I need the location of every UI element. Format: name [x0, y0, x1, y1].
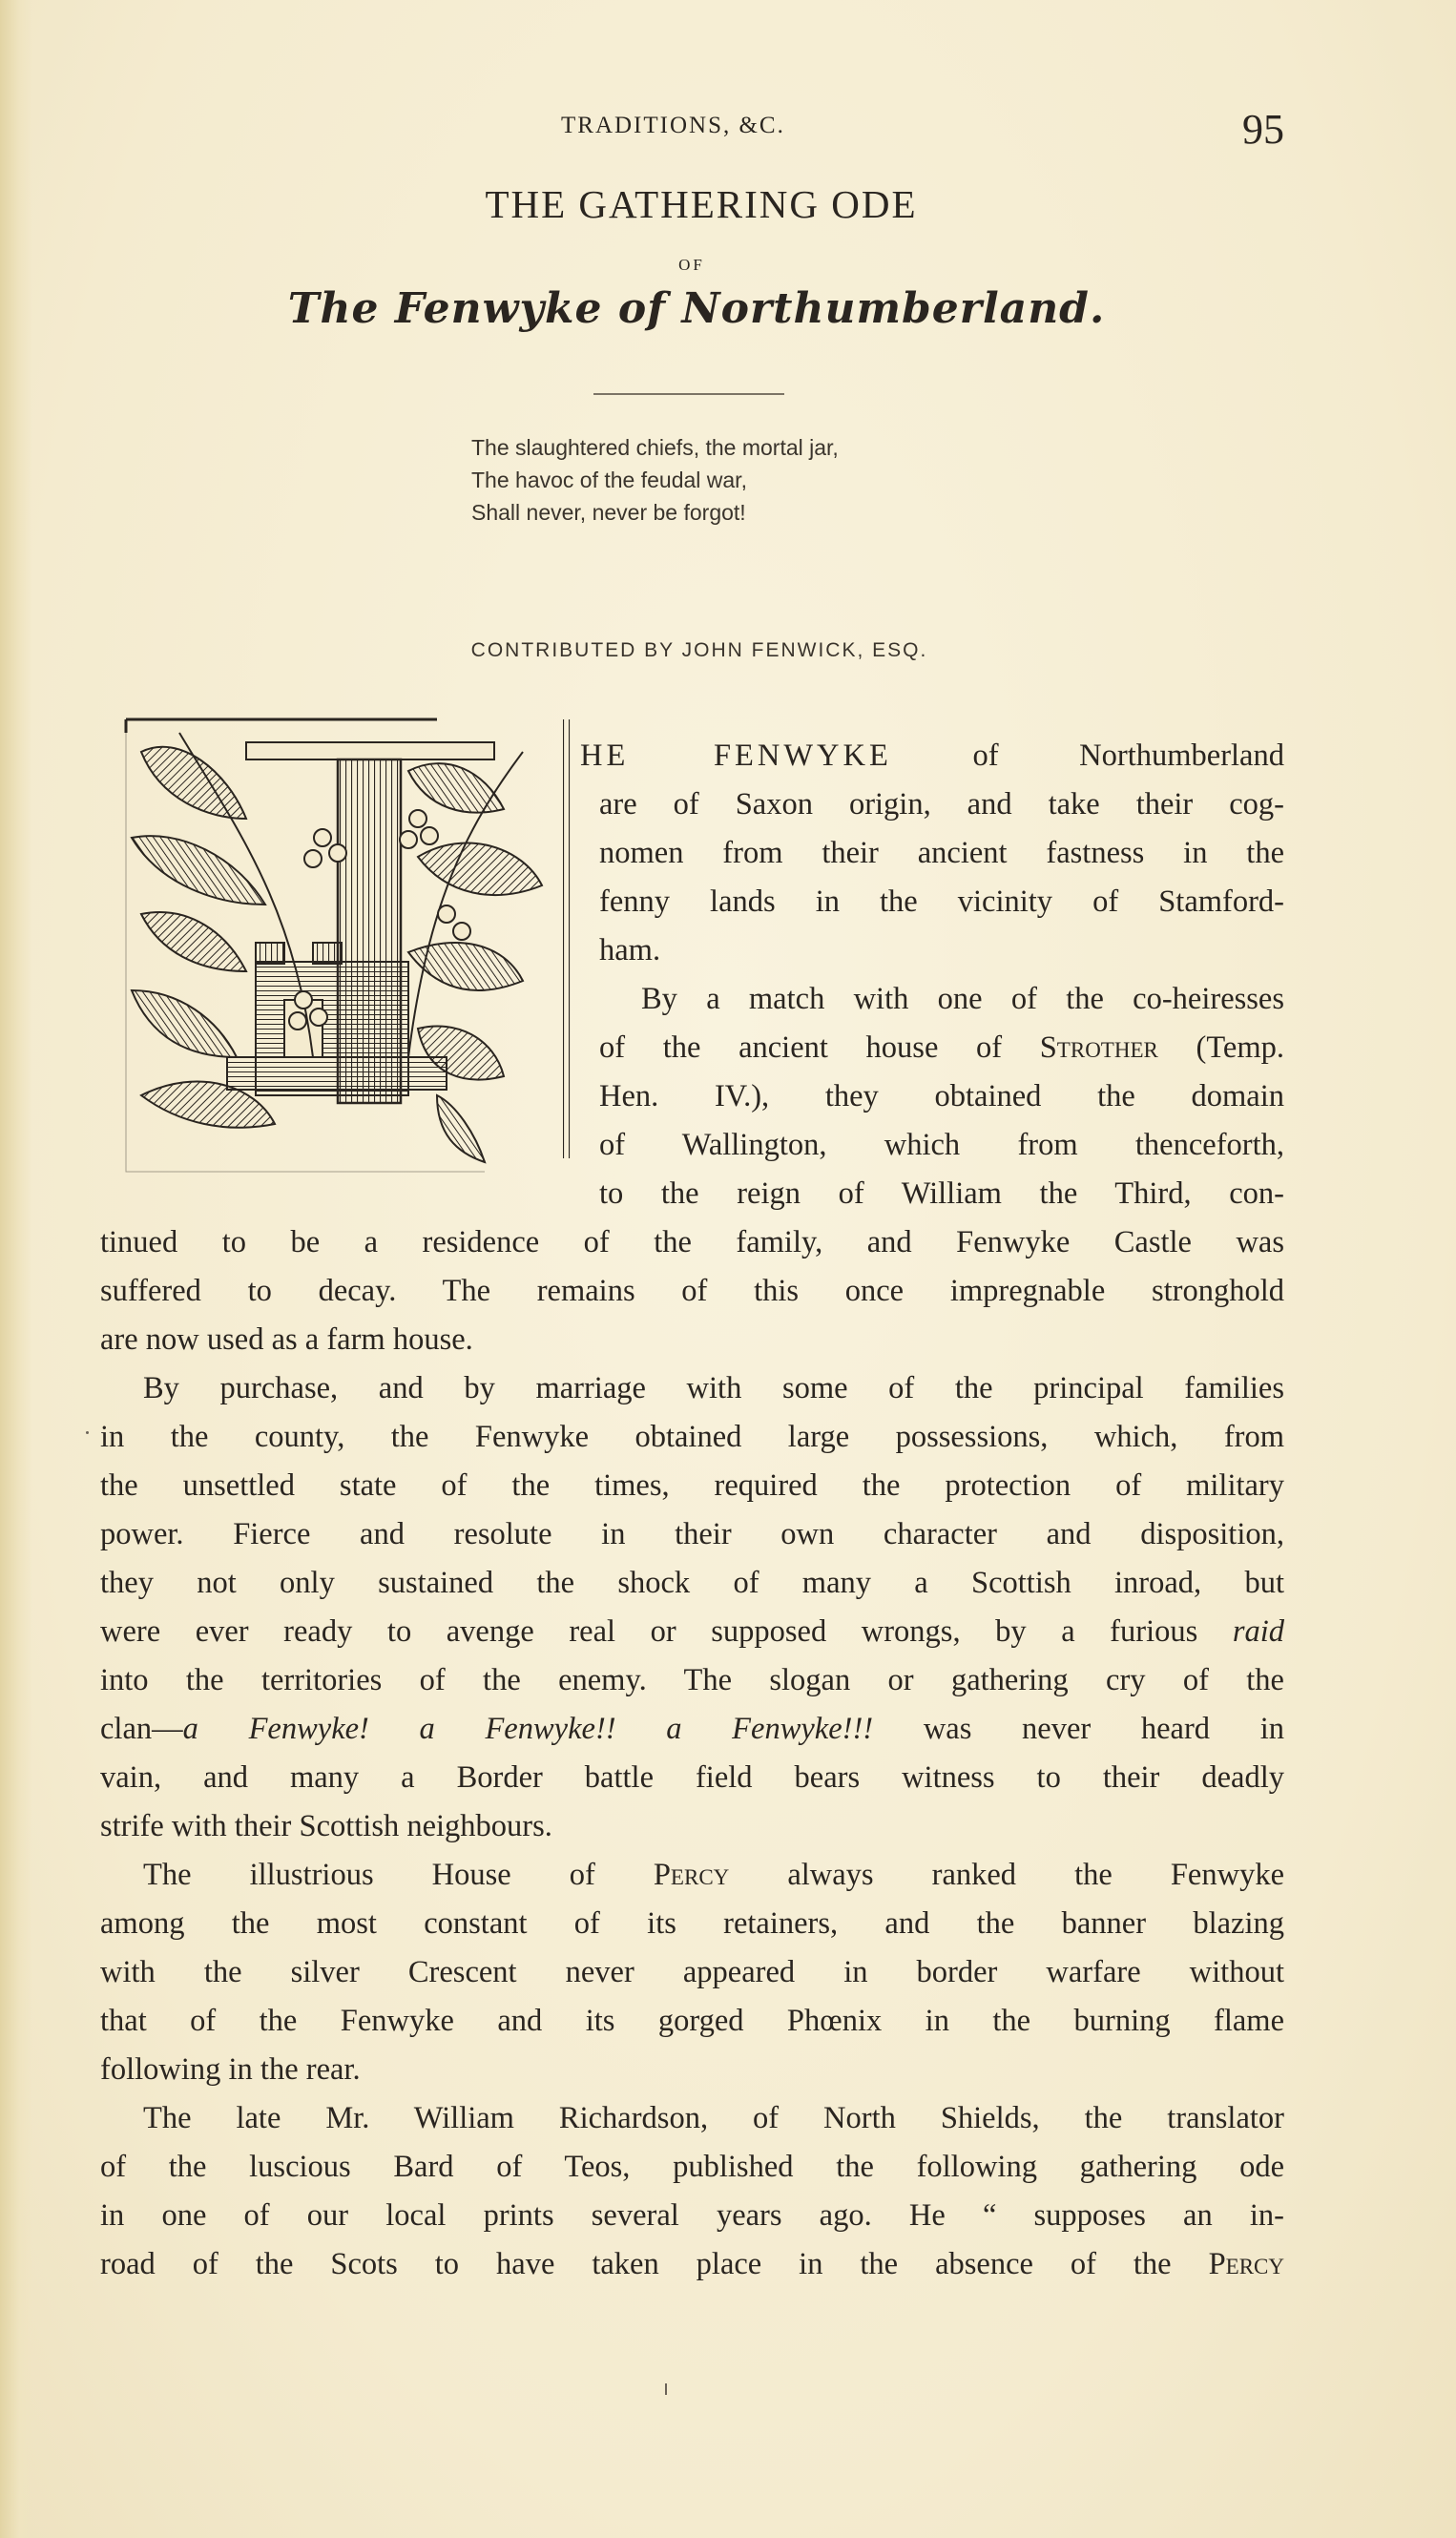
ode-title: THE GATHERING ODE: [485, 182, 918, 226]
body-line: Hen. IV.), they obtained the domain: [599, 1079, 1284, 1113]
body-line: in the county, the Fenwyke obtained large possessions, which, from: [100, 1420, 1284, 1454]
body-line: [100, 2240, 1284, 2288]
body-line: The late Mr. William Richardson, of North Shields, the translator: [143, 2101, 1284, 2135]
body-line: [580, 732, 1284, 780]
body-line: are of Saxon origin, and take their cog-: [599, 787, 1284, 822]
body-text-run: were ever ready to avenge real or supposed wrongs, by a furious: [100, 1614, 1233, 1649]
body-line: among the most constant of its retainers, and the banner blazing: [100, 1906, 1284, 1941]
print-speck: [665, 2383, 667, 2395]
running-title: TRADITIONS, &C.: [561, 113, 785, 138]
body-text-run: always ranked the Fenwyke: [729, 1858, 1284, 1892]
body-line: [100, 1608, 1284, 1655]
body-line: ham.: [599, 933, 661, 967]
body-line: the unsettled state of the times, required the protection of military: [100, 1468, 1284, 1503]
running-header: [0, 105, 1456, 162]
opening-caps: HE FENWYKE: [580, 739, 892, 773]
body-line: they not only sustained the shock of many a Scottish inroad, but: [100, 1566, 1284, 1600]
body-line: By purchase, and by marriage with some of the principal families: [143, 1371, 1284, 1405]
body-line: tinued to be a residence of the family, and Fenwyke Castle was: [100, 1225, 1284, 1259]
slogan-italic: a Fenwyke! a Fenwyke!! a Fenwyke!!!: [182, 1712, 874, 1746]
body-line: [100, 1705, 1284, 1753]
body-line: By a match with one of the co-heiresses: [641, 982, 1284, 1016]
body-line: to the reign of William the Third, con-: [599, 1176, 1284, 1211]
body-text-run: was never heard in: [873, 1712, 1284, 1746]
epigraph-line: The slaughtered chiefs, the mortal jar,: [471, 435, 839, 460]
body-text-run: of the ancient house of: [599, 1030, 1040, 1065]
body-line: following in the rear.: [100, 2052, 361, 2087]
body-text-run: of Northumberland: [891, 739, 1284, 773]
page-number: 95: [1242, 106, 1284, 153]
body-text-run: clan—: [100, 1712, 183, 1746]
body-line: with the silver Crescent never appeared in border warfare without: [100, 1955, 1284, 1989]
body-line: power. Fierce and resolute in their own character and disposition,: [100, 1517, 1284, 1551]
body-line: vain, and many a Border battle field bears witness to their deadly: [100, 1760, 1284, 1795]
contributor-line: CONTRIBUTED BY JOHN FENWICK, ESQ.: [470, 639, 928, 661]
ode-title-of: OF: [678, 256, 705, 274]
page-left-edge-shadow: [0, 0, 32, 2538]
small-caps-name: Strother: [1039, 1030, 1158, 1065]
body-line: [143, 1851, 1284, 1899]
body-line: fenny lands in the vicinity of Stamford-: [599, 884, 1284, 919]
body-text-run: road of the Scots to have taken place in the absence of the: [100, 2247, 1209, 2281]
body-text-run: (Temp.: [1157, 1030, 1284, 1065]
epigraph: [471, 431, 1044, 529]
title-rule: [593, 393, 784, 395]
body-line: suffered to decay. The remains of this once impregnable stronghold: [100, 1274, 1284, 1308]
body-text-run: The illustrious House of: [143, 1858, 654, 1892]
ode-subtitle: The Fenwyke of Northumberland.: [287, 284, 1106, 333]
body-line: in one of our local prints several years ago. He “ supposes an in-: [100, 2198, 1284, 2233]
small-caps-name: Percy: [653, 1858, 730, 1892]
print-speck: [86, 1431, 89, 1434]
body-line: into the territories of the enemy. The slogan or gathering cry of the: [100, 1663, 1284, 1697]
italic-word: raid: [1232, 1614, 1284, 1649]
small-caps-name: Percy: [1208, 2247, 1284, 2281]
epigraph-line: Shall never, never be forgot!: [471, 500, 746, 525]
decorated-initial-t-illustration: [122, 714, 576, 1174]
body-line: strife with their Scottish neighbours.: [100, 1809, 552, 1843]
body-line: nomen from their ancient fastness in the: [599, 836, 1284, 870]
body-line: are now used as a farm house.: [100, 1322, 473, 1357]
epigraph-line: The havoc of the feudal war,: [471, 468, 747, 492]
body-line: that of the Fenwyke and its gorged Phœnix in the burning flame: [100, 2004, 1284, 2038]
body-line: of Wallington, which from thenceforth,: [599, 1128, 1284, 1162]
body-line: [599, 1024, 1284, 1071]
body-line: of the luscious Bard of Teos, published the following gathering ode: [100, 2150, 1284, 2184]
